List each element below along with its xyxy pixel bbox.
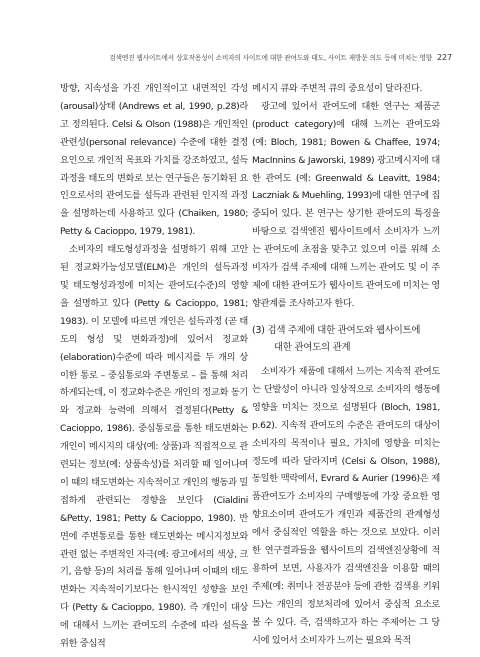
running-header: [60, 52, 452, 64]
paragraph: 소비자의 태도형성과정을 설명하기 위해 고안된 정교화가능성모델(ELM)은 개인의 설득과정 및 태도형성과정에 미치는 관여도(수준)의 영향을 설명하고 있다 (Petty & Cacioppo, 1981; 1983). 이 모델에 따르면 개인은 설득과정 (곧 태도의 형성 및 변화과정)에 있어서 정교화(elaboration)수준에 따라 메시지를 두 개의 상이한 통로 – 중심통로와 주변통로 – 를 통해 처리하게되는데, 이 정교화수준은 개인의 정교화 동기와 정교화 능력에 의해서 결정된다(Petty & Cacioppo, 1986). 중심통로를 통한 태도변화는 개인이 메시지의 대상(예: 상품)과 직접적으로 관련되는 정보(예: 상품속성)를 처리할 때 일어나며 이 때의 태도변화는 지속적이고 개인의 행동과 밀접하게 관련되는 경향을 보인다 (Cialdini &Petty, 1981; Petty & Cacioppo, 1980). 반면에 주변통로를 통한 태도변화는 메시지정보와 관련 없는 주변적인 자극(예: 광고에서의 색상, 크기, 음향 등)의 처리를 통해 일어나며 이때의 태도변화는 지속적이기보다는 한시적인 성향을 보인다 (Petty & Cacioppo, 1980). 즉 개인이 대상에 대해서 느끼는 관여도의 수준에 따라 설득을 위한 중심적: [60, 244, 248, 650]
running-title: 검색엔진 웹사이트에서 상호작용성이 소비자의 사이트에 대한 관여도와 태도, 사이트 재방문 의도 등에 미치는 영향: [109, 54, 433, 62]
left-column: [60, 80, 248, 653]
right-column: [252, 80, 440, 649]
page-number: 227: [437, 53, 452, 62]
paragraph: 방향, 지속성을 가진 개인적이고 내면적인 각성(arousal)상태 (Andrews et al, 1990, p.28)라고 정의된다. Celsi & Olson (1988)은 개인적인 관련성(personal relevance) 수준에 대한 결정요인으로 개인적 목표와 가치를 강조하였고, 설득과정을 태도의 변화로 보는 연구들은 동기화된 요인으로서의 관여도를 설득과 관련된 인지적 과정을 설명하는데 사용하고 있다 (Chaiken, 1980; Petty & Cacioppo, 1979, 1981).: [60, 83, 248, 238]
section-heading-line: 대한 관여도의 관계: [274, 342, 351, 354]
paragraph: 소비자가 제품에 대해서 느끼는 지속적 관여도는 단발성이 아니라 일상적으로 소비자의 행동에 영향을 미치는 것으로 설명된다 (Bloch, 1981, p.62). 지속적 관여도의 수준은 관여도의 대상이 소비자의 목적이나 필요, 가치에 영향을 미치는 정도에 따라 달라지며 (Celsi & Olson, 1988), 동일한 맥락에서, Evrard & Aurier (1996)은 제품관여도가 소비자의 구매행동에 가장 중요한 영향요소이며 관여도가 개인과 제품간의 관계형성에서 중심적인 역할을 하는 것으로 보았다. 이러한 연구결과들을 웹사이트의 검색엔진상황에 적용하여 보면, 사용자가 검색엔진을 이용할 때의 주제(예: 취미나 전공분야 등에 관한 검색용 키워드)는 개인의 정보처리에 있어서 중심적 요소로 볼 수 있다. 즉, 검색하고자 하는 주제어는 그 당시에 있어서 소비자가 느끼는 필요와 목적: [252, 365, 440, 646]
paragraph: 메시지 큐와 주변적 큐의 중요성이 달라진다.: [252, 83, 423, 94]
section-heading-line: (3) 검색 주제에 대한 관여도와 웹사이트에: [252, 324, 421, 336]
section-heading: [252, 322, 440, 357]
paragraph: 광고에 있어서 관여도에 대한 연구는 제품군(product category)에 대해 느끼는 관여도와(예: Bloch, 1981; Bowen & Chaffee, 1974; MacInnins & Jaworski, 1989) 광고메시지에 대한 관여도 (예: Greenwald & Leavitt, 1984; Laczniak & Muehling, 1993)에 대한 연구에 집중되어 있다. 본 연구는 상기한 관여도의 특징을 바탕으로 검색엔진 웹사이트에서 소비자가 느끼는 관여도에 초점을 맞추고 있으며 이를 위해 소비자가 검색 주제에 대해 느끼는 관여도 및 이 주제에 대한 관여도가 웹사이트 관여도에 미치는 영향관계를 조사하고자 한다.: [252, 100, 440, 309]
